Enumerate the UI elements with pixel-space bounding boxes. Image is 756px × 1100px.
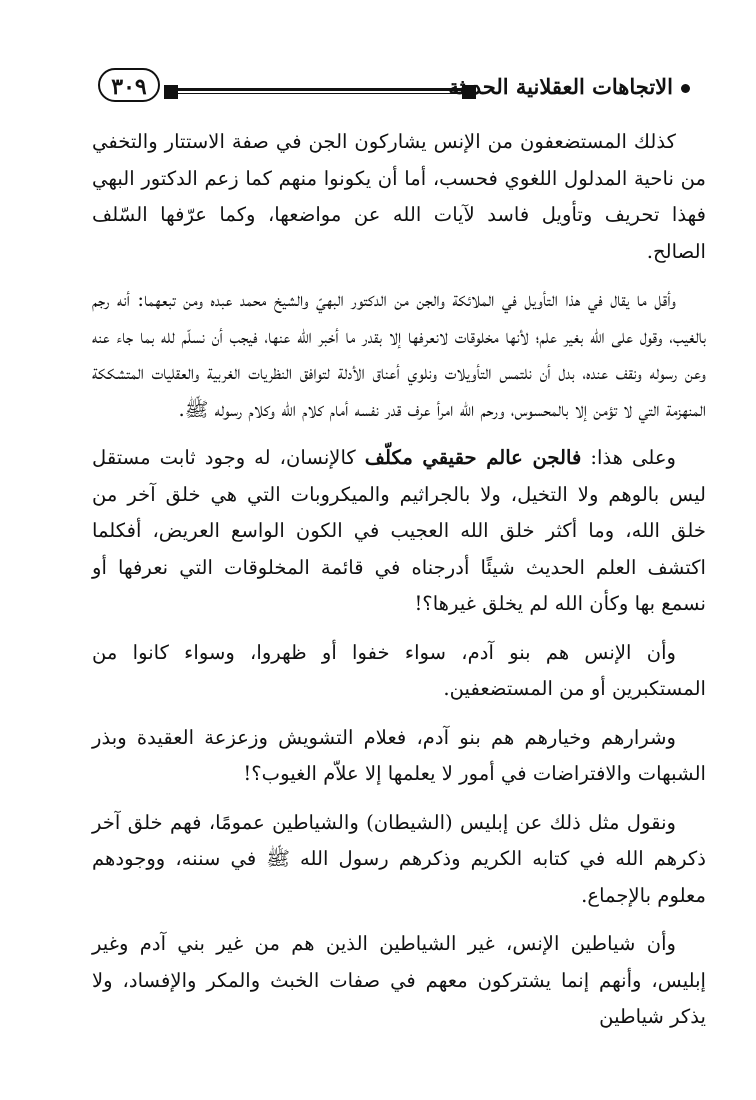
header-title-container [448,74,690,99]
page-number: ٣٠٩ [98,68,160,102]
body-text [92,124,706,1048]
paragraph-5: وشرارهم وخيارهم هم بنو آدم، فعلام التشويش وزعزعة العقيدة وبذر الشبهات والافتراضات في أمور لا يعلمها إلا علاّم الغيوب؟! [92,725,706,785]
paragraph-7: وأن شياطين الإنس، غير الشياطين الذين هم من غير بني آدم وغير إبليس، وأنهم إنما يشتركون معهم في صفات الخبث والمكر والإفساد، ولا يذكر شياطين [92,932,706,1028]
header-rule [176,88,466,94]
paragraph-3-bold: فالجن عالم حقيقي مكلّف [364,446,582,469]
paragraph-1: كذلك المستضعفون من الإنس يشاركون الجن في صفة الاستتار والتخفي من ناحية المدلول اللغوي فحسب، أما أن يكونوا منهم كما زعم الدكتور البهي فهذا تحريف وتأويل فاسد لآيات الله عن مواضعها، وكما عرّفها السّلف الصالح. [92,130,706,263]
header-title: الاتجاهات العقلانية الحديثة [448,74,673,99]
paragraph-2: وأقل ما يقال في هذا التأويل في الملائكة والجن من الدكتور البهيّ والشيخ محمد عبده ومن تبعهما: أنه رجم بالغيب، وقول على الله بغير علم؛ لأنها مخلوقات لانعرفها إلا بقدر ما أخبر الله عنها، فيجب أن نسلّم لله بما جاء عنه وعن رسوله ونقف عنده، بدل أن نلتمس التأويلات ونلوي أعناق الأدلة لتوافق النظريات الغربية والعقليات المتشككة المنهزمة التي لا تؤمن إلا بالمحسوس، ورحم الله امرأ عرف قدر نفسه أمام كلام الله وكلام رسوله ﷺ. [92,288,706,421]
running-header [98,68,690,108]
paragraph-6: ونقول مثل ذلك عن إبليس (الشيطان) والشياطين عمومًا، فهم خلق آخر ذكرهم الله في كتابه الكريم وذكرهم رسول الله ﷺ في سننه، ووجودهم معلوم بالإجماع. [92,810,706,907]
paragraph-3 [92,440,706,623]
paragraph-4: وأن الإنس هم بنو آدم، سواء خفوا أو ظهروا، وسواء كانوا من المستكبرين أو من المستضعفين. [92,640,706,700]
paragraph-3-rest: كالإنسان، له وجود ثابت مستقل ليس بالوهم ولا التخيل، ولا بالجراثيم والميكروبات التي هي خلق آخر من خلق الله، وما أكثر خلق الله العجيب في الكون الواسع العريض، أفكلما اكتشف العلم الحديث شيئًا أدرجناه في قائمة المخلوقات التي نعرفها أو نسمع بها وكأن الله لم يخلق غيرها؟! [92,446,706,615]
paragraph-3-lead: وعلى هذا: [581,446,676,469]
bullet-icon [681,84,690,93]
